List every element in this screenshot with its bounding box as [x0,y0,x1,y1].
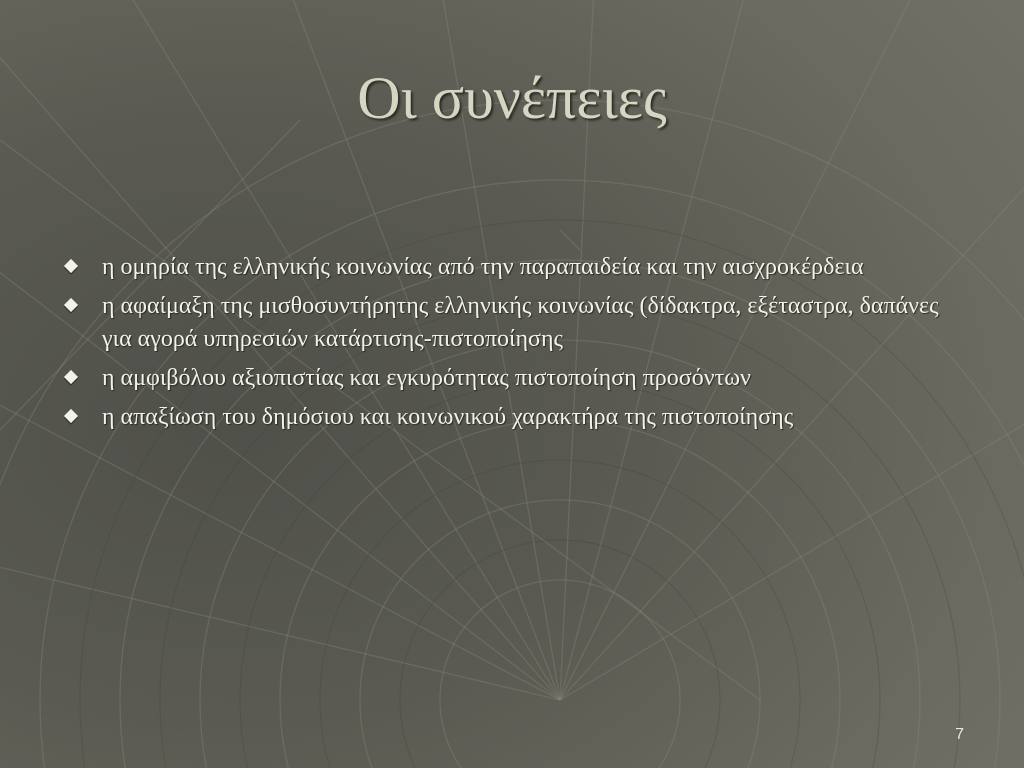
diamond-bullet-icon [64,298,78,312]
diamond-bullet-icon [64,259,78,273]
bullet-text: η αμφιβόλου αξιοπιστίας και εγκυρότητας πιστοποίηση προσόντων [102,365,751,391]
slide-title: Οι συνέπειες [357,65,667,131]
slide-number: 7 [955,726,964,743]
bullet-text: η ομηρία της ελληνικής κοινωνίας από την παραπαιδεία και την αισχροκέρδεια [102,254,864,280]
bullet-text: η απαξίωση του δημόσιου και κοινωνικού χαρακτήρα της πιστοποίησης [102,404,794,430]
bullet-text: η αφαίμαξη της μισθοσυντήρητης ελληνικής κοινωνίας (δίδακτρα, εξέταστρα, δαπάνες για αγορά υπηρεσιών κατάρτισης-πιστοποίησης [102,293,939,352]
diamond-bullet-icon [64,370,78,384]
list-item [62,290,962,356]
bullet-list [62,251,962,440]
diamond-bullet-icon [64,409,78,423]
list-item [62,362,962,395]
list-item [62,401,962,434]
list-item [62,251,962,284]
